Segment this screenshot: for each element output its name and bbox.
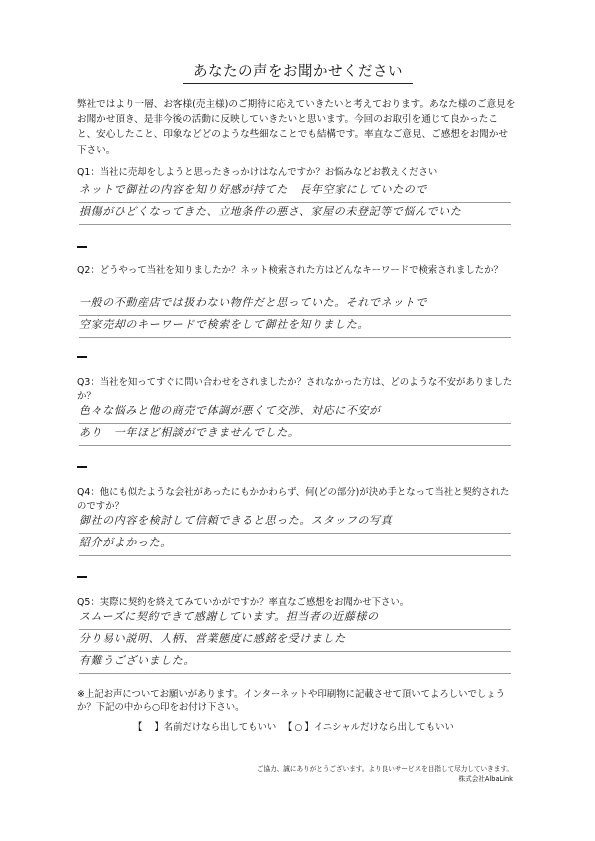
- option-initials-only[interactable]: 【 ○ 】イニシャルだけなら出してもいい: [283, 722, 454, 733]
- answer-line: 有難うございました。: [79, 652, 511, 674]
- answer-line: 空家売却のキーワードで検索をして御社を知りました。: [79, 316, 511, 338]
- section-dash: [77, 576, 87, 578]
- option-mark: ○: [294, 723, 303, 733]
- section-dash: [77, 246, 87, 248]
- answer-line: 分り易い説明、人柄、営業態度に感銘を受けました: [79, 630, 511, 652]
- section-dash: [77, 356, 87, 358]
- option-label: 名前だけなら出してもいい: [163, 722, 277, 733]
- answer-line: 損傷がひどくなってきた、立地条件の悪さ、家屋の未登記等で悩んでいた: [79, 203, 511, 225]
- answer-line: 御社の内容を検討して信頼できると思った。スタッフの写真: [79, 512, 511, 534]
- intro-text: 弊社ではより一層、お客様(売主様)のご期待に応えていきたいと考えております。あなた様のご意見をお聞かせ頂き、是非今後の活動に反映していきたいと思います。今回のお取引を通じて良かったこと、安心したこと、印象などどのような些細なことでも結構です。率直なご意見、ご感想をお聞かせ下さい。: [77, 99, 516, 156]
- answer-line: 紹介がよかった。: [79, 534, 511, 556]
- answer-line: あり 一年ほど相談ができませんでした。: [79, 424, 511, 446]
- answer-2: [79, 294, 511, 338]
- answer-4: [79, 512, 511, 556]
- option-label: イニシャルだけなら出してもいい: [313, 722, 454, 733]
- section-dash: [77, 466, 87, 468]
- footer-thanks: ご協力、誠にありがとうございます。より良いサービスを目指して尽力していきます。: [256, 765, 513, 773]
- answer-line: ネットで御社の内容を知り好感が持てた 長年空家にしていたので: [79, 181, 511, 203]
- page-title: あなたの声をお聞かせください: [193, 64, 403, 80]
- question-1: Q1：当社に売却をしようと思ったきっかけはなんですか？お悩みなどお教えください: [77, 167, 438, 178]
- answer-line: スムーズに契約できて感謝しています。担当者の近藤様の: [79, 608, 511, 630]
- answer-5: [79, 608, 511, 674]
- title-underline: [183, 83, 413, 84]
- question-5: Q5：実際に契約を終えてみていかがですか？率直なご感想をお聞かせ下さい。: [77, 597, 410, 608]
- answer-line: 一般の不動産店では扱わない物件だと思っていた。それでネットで: [79, 294, 511, 316]
- answer-3: [79, 402, 511, 446]
- footer: [193, 764, 513, 784]
- option-name-only[interactable]: 【 】名前だけなら出してもいい: [133, 722, 277, 733]
- question-2: Q2：どうやって当社を知りましたか？ネット検索された方はどんなキーワードで検索されましたか？: [77, 265, 503, 276]
- question-3: Q3：当社を知ってすぐに問い合わせをされましたか？されなかった方は、どのような不安がありましたか？: [77, 377, 513, 402]
- answer-line: 色々な悩みと他の商売で体調が悪くて交渉、対応に不安が: [79, 402, 511, 424]
- footer-company: 株式会社AlbaLink: [458, 775, 513, 783]
- publication-note: ※上記お声についてお願いがあります。インターネットや印刷物に記載させて頂いてよろしいでしょうか？下記の中から○印をお付け下さい。: [77, 689, 505, 714]
- answer-1: [79, 181, 511, 225]
- question-4: Q4：他にも似たような会社があったにもかかわらず、何(どの部分)が決め手となって当社と契約されたのですか？: [77, 487, 510, 512]
